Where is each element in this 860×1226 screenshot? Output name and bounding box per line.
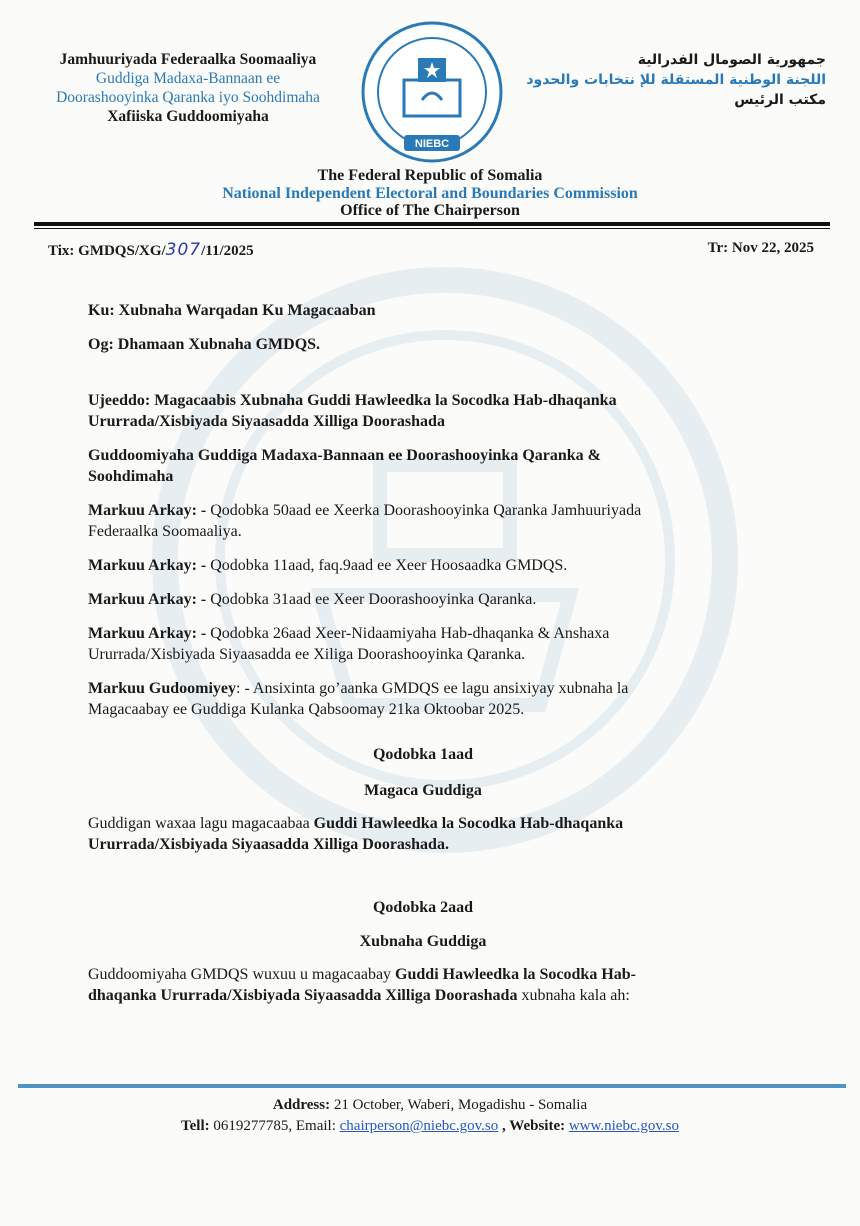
committee-name: Guddi Hawleedka la Socodka Hab-dhaqanka	[313, 815, 624, 832]
article-1-text	[88, 813, 758, 834]
header-en-office: Office of The Chairperson	[340, 202, 520, 219]
tell-label: Tell:	[181, 1118, 210, 1134]
letter-body	[88, 300, 758, 1006]
reference-clause-1-cont: Federaalka Soomaaliya.	[88, 523, 242, 540]
reference-clause-1	[88, 500, 758, 521]
reference-number	[48, 240, 254, 260]
header-right-commission: اللجنة الوطنية المستقلة للإ نتخابات والحدود	[526, 72, 826, 88]
article-1-subtitle: Magaca Guddiga	[364, 782, 482, 799]
article-2-subtitle: Xubnaha Guddiga	[359, 933, 487, 950]
letter-date: Tr: Nov 22, 2025	[707, 240, 814, 256]
subject-line-1: Ujeeddo: Magacaabis Xubnaha Guddi Hawleedka la Socodka Hab-dhaqanka	[88, 392, 617, 409]
header-en-country: The Federal Republic of Somalia	[317, 167, 543, 184]
header-left-commission-1: Guddiga Madaxa-Bannaan ee	[95, 70, 281, 87]
tell-text: 0619277785, Email:	[209, 1118, 340, 1134]
niebc-logo	[360, 20, 504, 164]
address-text: 21 October, Waberi, Mogadishu - Somalia	[330, 1097, 588, 1113]
clause-text: Qodobka 26aad Xeer-Nidaamiyaha Hab-dhaqanka & Anshaxa	[206, 625, 610, 642]
separator: ,	[498, 1118, 510, 1134]
clause-label: Markuu Gudoomiyey	[88, 680, 237, 697]
footer-rule	[18, 1084, 846, 1088]
header-left-country: Jamhuuriyada Federaalka Soomaaliya	[59, 51, 317, 68]
subject-line-2: Ururrada/Xisbiyada Siyaasadda Xilliga Doorashada	[88, 413, 445, 430]
recipient-line: Ku: Xubnaha Warqadan Ku Magacaaban	[88, 302, 376, 319]
reference-clause-3	[88, 589, 758, 610]
header-rule-thin	[34, 228, 830, 229]
header-left-commission-2: Doorashooyinka Qaranka iyo Soohdimaha	[56, 89, 320, 106]
clause-text: Qodobka 50aad ee Xeerka Doorashooyinka Qaranka Jamhuuriyada	[206, 502, 642, 519]
header-rule-thick	[34, 222, 830, 226]
clause-text: : - Ansixinta go’aanka GMDQS ee lagu ansixiyay xubnaha la	[236, 680, 629, 697]
committee-name: dhaqanka Ururrada/Xisbiyada Siyaasadda Xilliga Doorashada	[88, 987, 518, 1004]
clause-text: Qodobka 11aad, faq.9aad ee Xeer Hoosaadka GMDQS.	[206, 557, 568, 574]
clause-label: Markuu Arkay: -	[88, 557, 207, 574]
article-2-title: Qodobka 2aad	[372, 899, 474, 916]
logo-acronym: NIEBC	[414, 138, 450, 150]
article-2-text	[88, 964, 758, 985]
clause-label: Markuu Arkay: -	[88, 502, 207, 519]
ref-suffix: /11/2025	[201, 243, 254, 259]
article-text: Guddigan waxaa lagu magacaabaa	[88, 815, 314, 832]
footer-address	[0, 1097, 860, 1114]
header-left-block	[30, 50, 346, 126]
approval-clause-cont: Magacaabay ee Guddiga Kulanka Qabsoomay 21ka Oktoobar 2025.	[88, 701, 525, 718]
reference-clause-4	[88, 623, 758, 644]
issuer-line-2: Soohdimaha	[88, 468, 174, 485]
clause-text: Qodobka 31aad ee Xeer Doorashooyinka Qaranka.	[206, 591, 537, 608]
clause-label: Markuu Arkay: -	[88, 591, 207, 608]
reference-clause-4-cont: Ururrada/Xisbiyada Siyaasadda ee Xiliga Doorashooyinka Qaranka.	[88, 646, 526, 663]
email-link[interactable]: chairperson@niebc.gov.so	[339, 1118, 499, 1134]
header-left-office: Xafiiska Guddoomiyaha	[107, 108, 269, 125]
header-right-office: مكتب الرئيس	[734, 92, 826, 108]
article-text: Guddoomiyaha GMDQS wuxuu u magacaabay	[88, 966, 396, 983]
committee-name: Guddi Hawleedka la Socodka Hab-	[395, 966, 636, 983]
website-link[interactable]: www.niebc.gov.so	[568, 1118, 679, 1134]
address-label: Address:	[272, 1097, 331, 1113]
website-label: Website:	[509, 1118, 566, 1134]
issuer-line-1: Guddoomiyaha Guddiga Madaxa-Bannaan ee Doorashooyinka Qaranka &	[88, 447, 601, 464]
header-en-commission: National Independent Electoral and Boundaries Commission	[222, 185, 638, 202]
cc-line: Og: Dhamaan Xubnaha GMDQS.	[88, 336, 321, 353]
ref-prefix: Tix: GMDQS/XG/	[48, 243, 166, 259]
article-1-title: Qodobka 1aad	[372, 746, 474, 763]
footer-contacts	[0, 1118, 860, 1135]
article-1-text-cont: Ururrada/Xisbiyada Siyaasadda Xilliga Doorashada.	[88, 836, 449, 853]
header-right-block	[526, 50, 826, 110]
header-right-country: جمهورية الصومال الفدرالية	[637, 52, 826, 68]
reference-clause-2	[88, 555, 758, 576]
article-2-text-cont	[88, 985, 758, 1006]
ref-handwritten-number: 307	[165, 240, 202, 260]
approval-clause	[88, 678, 758, 699]
article-text: xubnaha kala ah:	[517, 987, 630, 1004]
clause-label: Markuu Arkay: -	[88, 625, 207, 642]
